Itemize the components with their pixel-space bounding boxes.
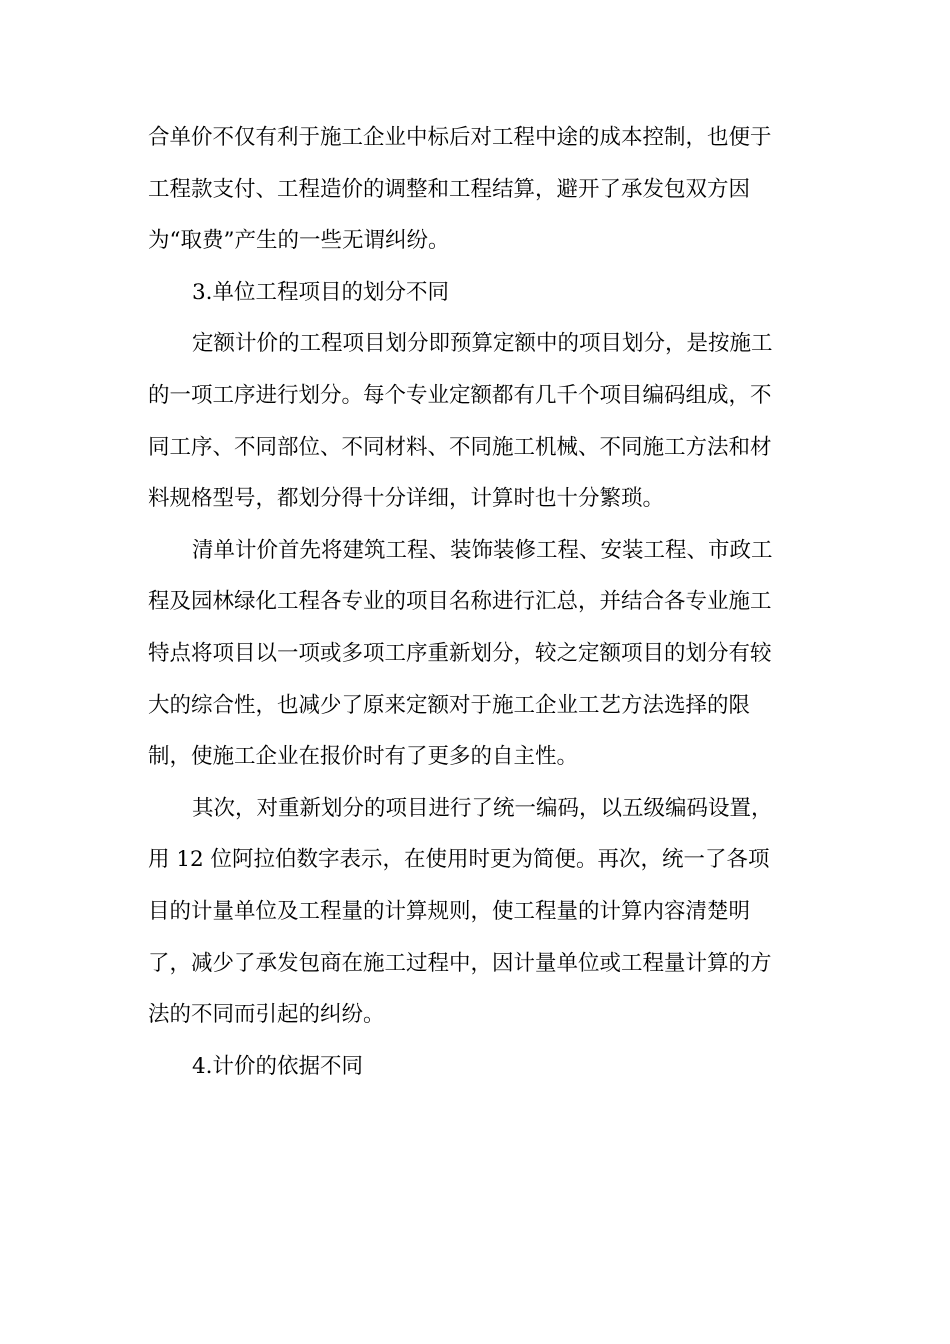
document-body [148,112,804,1092]
paragraph-line: 工程款支付、工程造价的调整和工程结算，避开了承发包双方因 [148,176,751,202]
paragraph-line: 制，使施工企业在报价时有了更多的自主性。 [148,744,579,770]
paragraph-line: 了，减少了承发包商在施工过程中，因计量单位或工程量计算的方 [148,950,772,976]
section-heading: 4.计价的依据不同 [192,1053,364,1079]
paragraph-line: 清单计价首先将建筑工程、装饰装修工程、安装工程、市政工 [192,537,773,563]
paragraph-line: 目的计量单位及工程量的计算规则，使工程量的计算内容清楚明 [148,898,751,924]
paragraph-line: 为“取费”产生的一些无谓纠纷。 [148,228,450,254]
paragraph-line: 大的综合性，也减少了原来定额对于施工企业工艺方法选择的限 [148,692,751,718]
section-heading: 3.单位工程项目的划分不同 [192,279,450,305]
paragraph-line: 法的不同而引起的纠纷。 [148,1002,385,1028]
paragraph-line: 同工序、不同部位、不同材料、不同施工机械、不同施工方法和材 [148,434,772,460]
paragraph-line: 用 12 位阿拉伯数字表示，在使用时更为简便。再次，统一了各项 [148,847,770,873]
paragraph-line: 的一项工序进行划分。每个专业定额都有几千个项目编码组成，不 [148,382,772,408]
paragraph-line: 合单价不仅有利于施工企业中标后对工程中途的成本控制，也便于 [148,125,772,150]
paragraph-line: 程及园林绿化工程各专业的项目名称进行汇总，并结合各专业施工 [148,589,772,615]
paragraph-line: 定额计价的工程项目划分即预算定额中的项目划分，是按施工 [192,331,773,357]
paragraph-line: 特点将项目以一项或多项工序重新划分，较之定额项目的划分有较 [148,640,772,666]
paragraph-line: 料规格型号，都划分得十分详细，计算时也十分繁琐。 [148,486,665,512]
paragraph-line: 其次，对重新划分的项目进行了统一编码，以五级编码设置， [192,795,773,821]
